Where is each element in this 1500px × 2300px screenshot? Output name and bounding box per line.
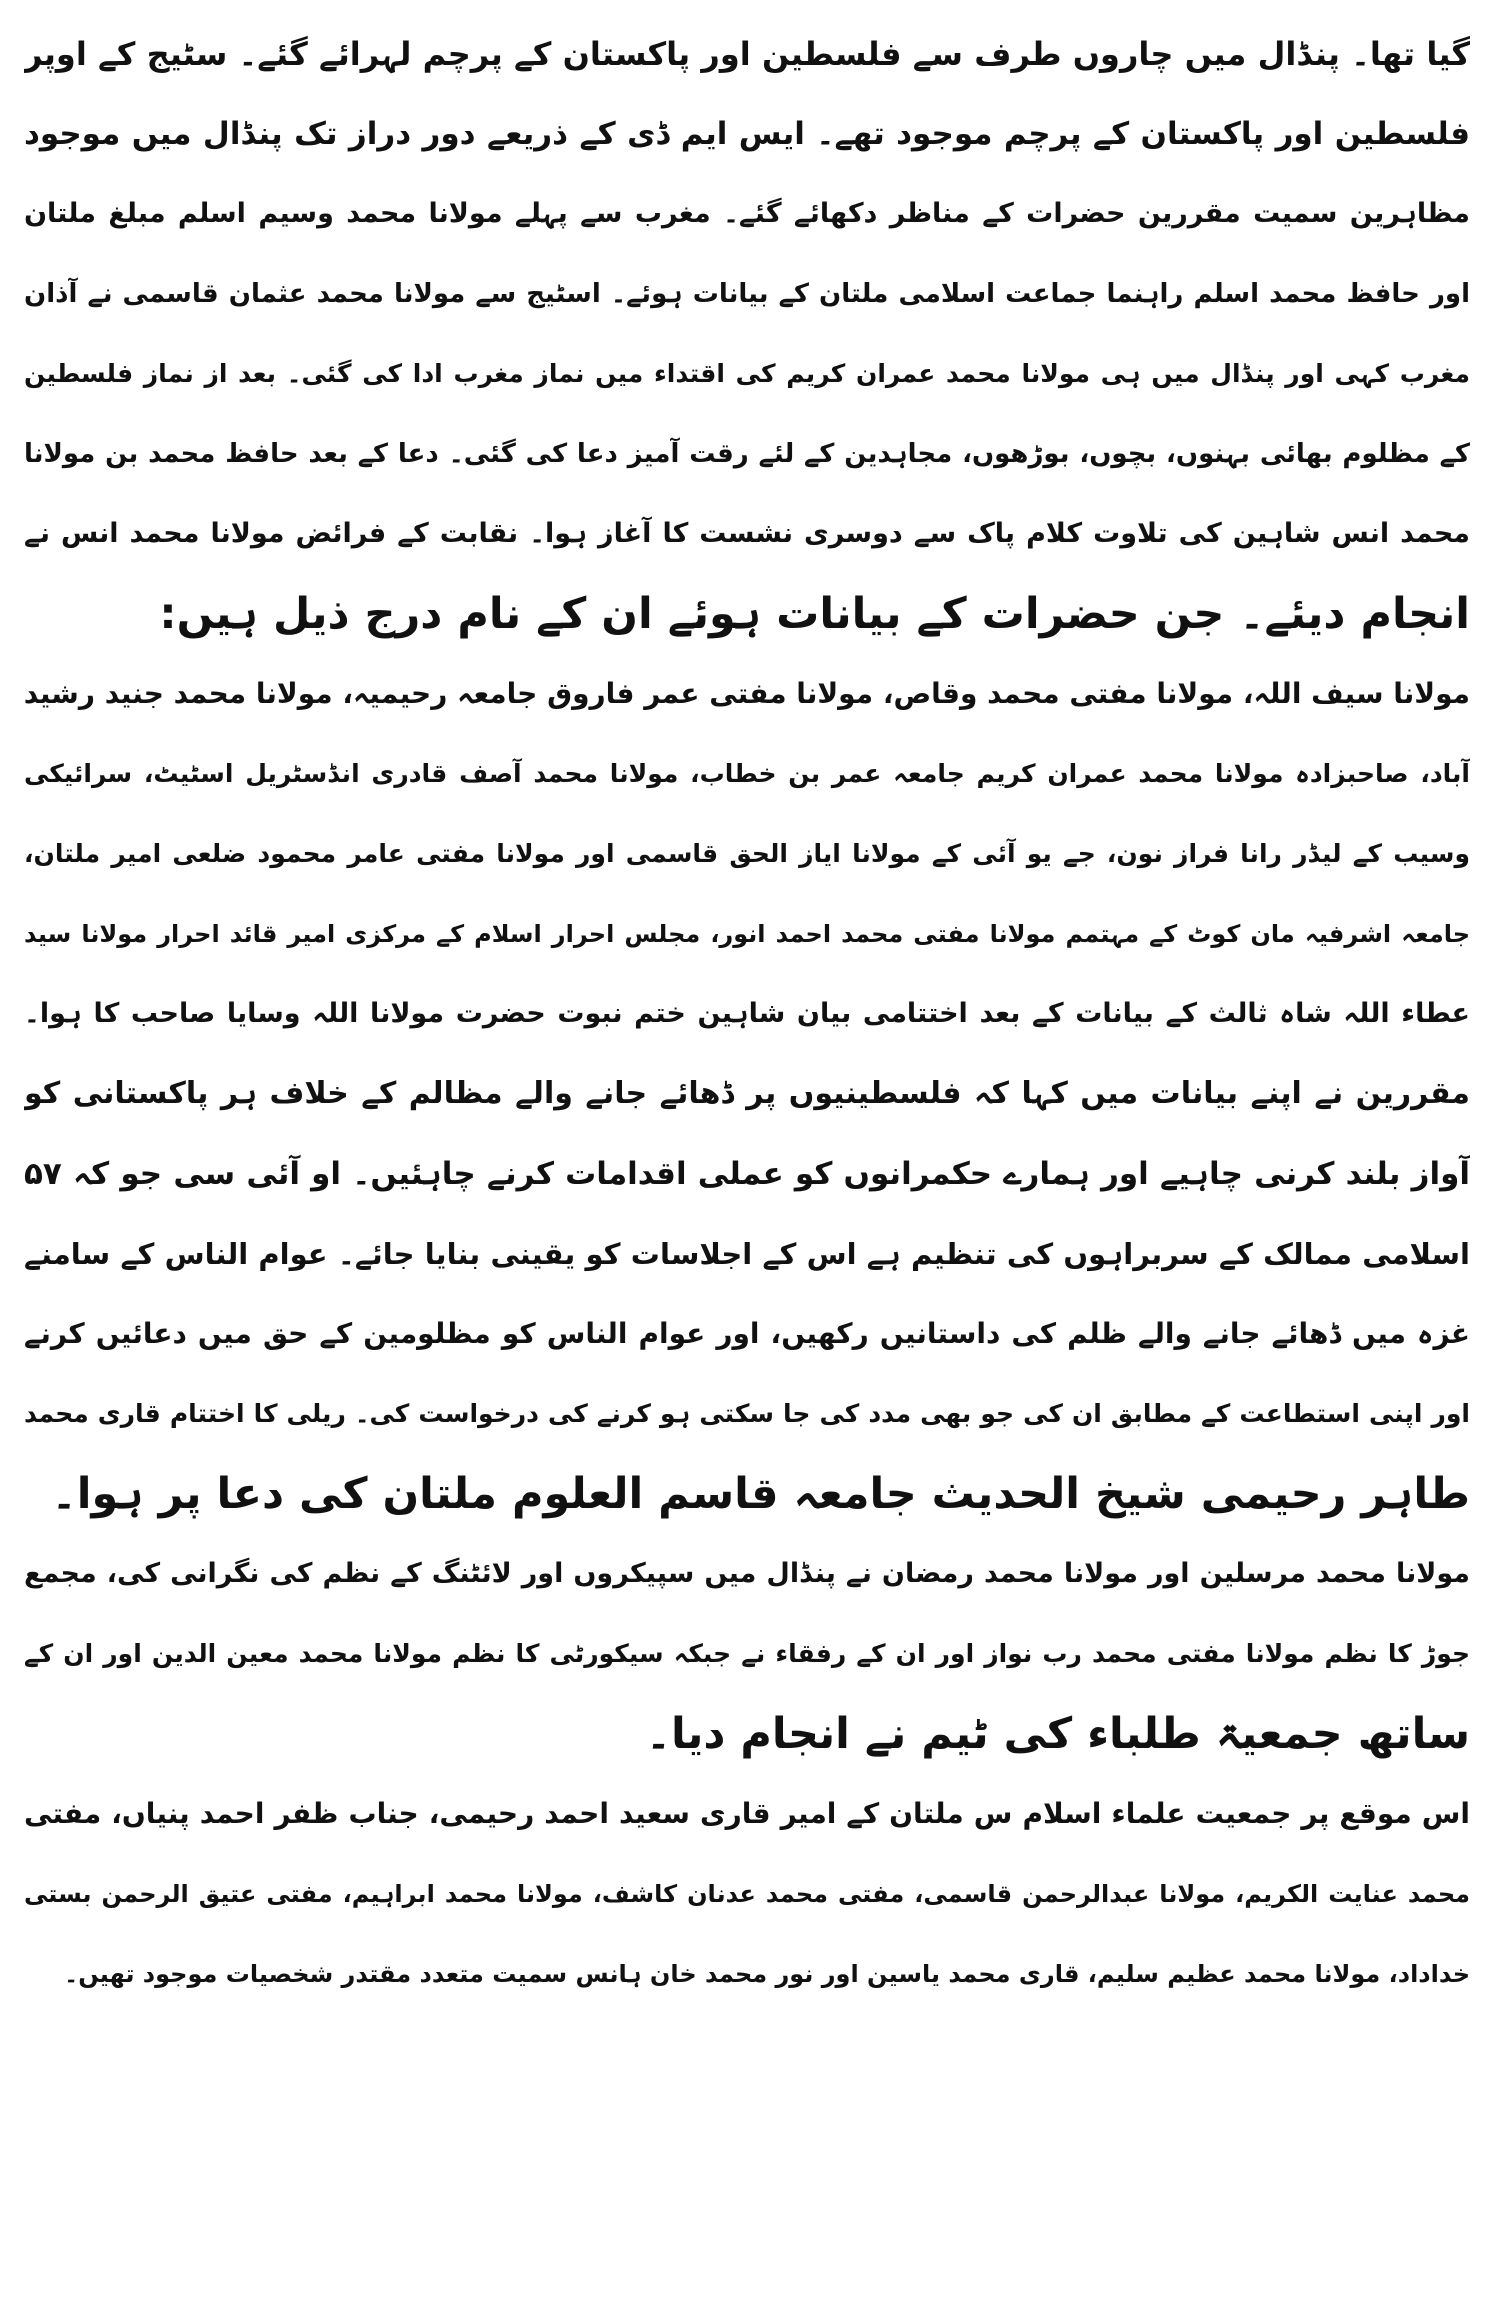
paragraph-rally-proceedings xyxy=(24,14,1470,654)
text-line: فلسطین اور پاکستان کے پرچم موجود تھے۔ ایس ایم ڈی کے ذریعے دور دراز تک پنڈال میں موجود xyxy=(24,116,1470,152)
text-line: اور حافظ محمد اسلم راہنما جماعت اسلامی ملتان کے بیانات ہوئے۔ اسٹیج سے مولانا محمد عثمان قاسمی نے آذان xyxy=(24,279,1470,309)
text-line: اور اپنی استطاعت کے مطابق ان کی جو بھی مدد کی جا سکتی ہو کرنے کی درخواست کی۔ ریلی کا اختتام قاری محمد xyxy=(24,1399,1470,1428)
text-line: مقررین نے اپنے بیانات میں کہا کہ فلسطینیوں پر ڈھائے جانے والے مظالم کے خلاف ہر پاکستانی کو xyxy=(24,1076,1470,1111)
text-line: مولانا محمد مرسلین اور مولانا محمد رمضان نے پنڈال میں سپیکروں اور لائٹنگ کے نظم کی نگرانی کی، مجمع xyxy=(24,1558,1470,1589)
text-line: محمد انس شاہین کی تلاوت کلام پاک سے دوسری نشست کا آغاز ہوا۔ نقابت کے فرائض مولانا محمد انس نے xyxy=(24,518,1470,549)
text-line: وسیب کے لیڈر رانا فراز نون، جے یو آئی کے مولانا ایاز الحق قاسمی اور مولانا مفتی عامر محمود ضلعی امیر ملتان، xyxy=(24,839,1470,868)
text-line: آباد، صاحبزادہ مولانا محمد عمران کریم جامعہ عمر بن خطاب، مولانا محمد آصف قادری انڈسٹریل اسٹیٹ، سرائیکی xyxy=(24,759,1470,788)
paragraph-speakers xyxy=(24,654,1470,1534)
text-line: مغرب کہی اور پنڈال میں ہی مولانا محمد عمران کریم کی اقتداء میں نماز مغرب ادا کی گئی۔ بعد از نماز فلسطین xyxy=(24,359,1470,388)
text-line: کے مظلوم بھائی بہنوں، بچوں، بوڑھوں، مجاہدین کے لئے رقت آمیز دعا کی گئی۔ دعا کے بعد حافظ محمد بن مولانا xyxy=(24,439,1470,469)
text-line: جامعہ اشرفیہ مان کوٹ کے مہتمم مولانا مفتی محمد احمد انور، مجلس احرار اسلام کے مرکزی امیر قائد احرار مولانا سید xyxy=(24,920,1470,948)
text-line: جوڑ کا نظم مولانا مفتی محمد رب نواز اور ان کے رفقاء نے جبکہ سیکورٹی کا نظم مولانا محمد معین الدین اور ان کے xyxy=(24,1639,1470,1668)
text-line: محمد عنایت الکریم، مولانا عبدالرحمن قاسمی، مفتی محمد عدنان کاشف، مولانا محمد ابراہیم، مفتی عتیق الرحمن بستی xyxy=(24,1880,1470,1908)
text-line: طاہر رحیمی شیخ الحدیث جامعہ قاسم العلوم ملتان کی دعا پر ہوا۔ xyxy=(51,1469,1470,1519)
text-line: انجام دیئے۔ جن حضرات کے بیانات ہوئے ان کے نام درج ذیل ہیں: xyxy=(159,589,1470,639)
paragraph-arrangements xyxy=(24,1534,1470,1774)
text-line: عطاء اللہ شاہ ثالث کے بیانات کے بعد اختتامی بیان شاہین ختم نبوت حضرت مولانا اللہ وسایا صاحب کا ہوا۔ xyxy=(24,998,1470,1029)
text-line: اس موقع پر جمعیت علماء اسلام س ملتان کے امیر قاری سعید احمد رحیمی، جناب ظفر احمد پنیاں، مفتی xyxy=(24,1797,1470,1830)
text-line: مظاہرین سمیت مقررین حضرات کے مناظر دکھائے گئے۔ مغرب سے پہلے مولانا محمد وسیم اسلم مبلغ ملتان xyxy=(24,198,1470,229)
text-line: غزہ میں ڈھائے جانے والے ظلم کی داستانیں رکھیں، اور عوام الناس کو مظلومین کے حق میں دعائیں کرنے xyxy=(24,1317,1470,1350)
text-line: اسلامی ممالک کے سربراہوں کی تنظیم ہے اس کے اجلاسات کو یقینی بنایا جائے۔ عوام الناس کے سامنے xyxy=(24,1237,1470,1271)
text-line: گیا تھا۔ پنڈال میں چاروں طرف سے فلسطین اور پاکستان کے پرچم لہرائے گئے۔ سٹیج کے اوپر xyxy=(24,35,1470,73)
paragraph-attendees xyxy=(24,1774,1470,2014)
text-line: ساتھ جمعیۃ طلباء کی ٹیم نے انجام دیا۔ xyxy=(645,1709,1470,1759)
text-line: آواز بلند کرنی چاہیے اور ہمارے حکمرانوں کو عملی اقدامات کرنے چاہئیں۔ او آئی سی جو کہ ۵۷ xyxy=(24,1156,1470,1192)
text-line: مولانا سیف اللہ، مولانا مفتی محمد وقاص، مولانا مفتی عمر فاروق جامعہ رحیمیہ، مولانا محمد جنید رشید xyxy=(24,677,1470,710)
text-line: خداداد، مولانا محمد عظیم سلیم، قاری محمد یاسین اور نور محمد خان ہانس سمیت متعدد مقتدر شخصیات موجود تھیں۔ xyxy=(64,1960,1470,1988)
